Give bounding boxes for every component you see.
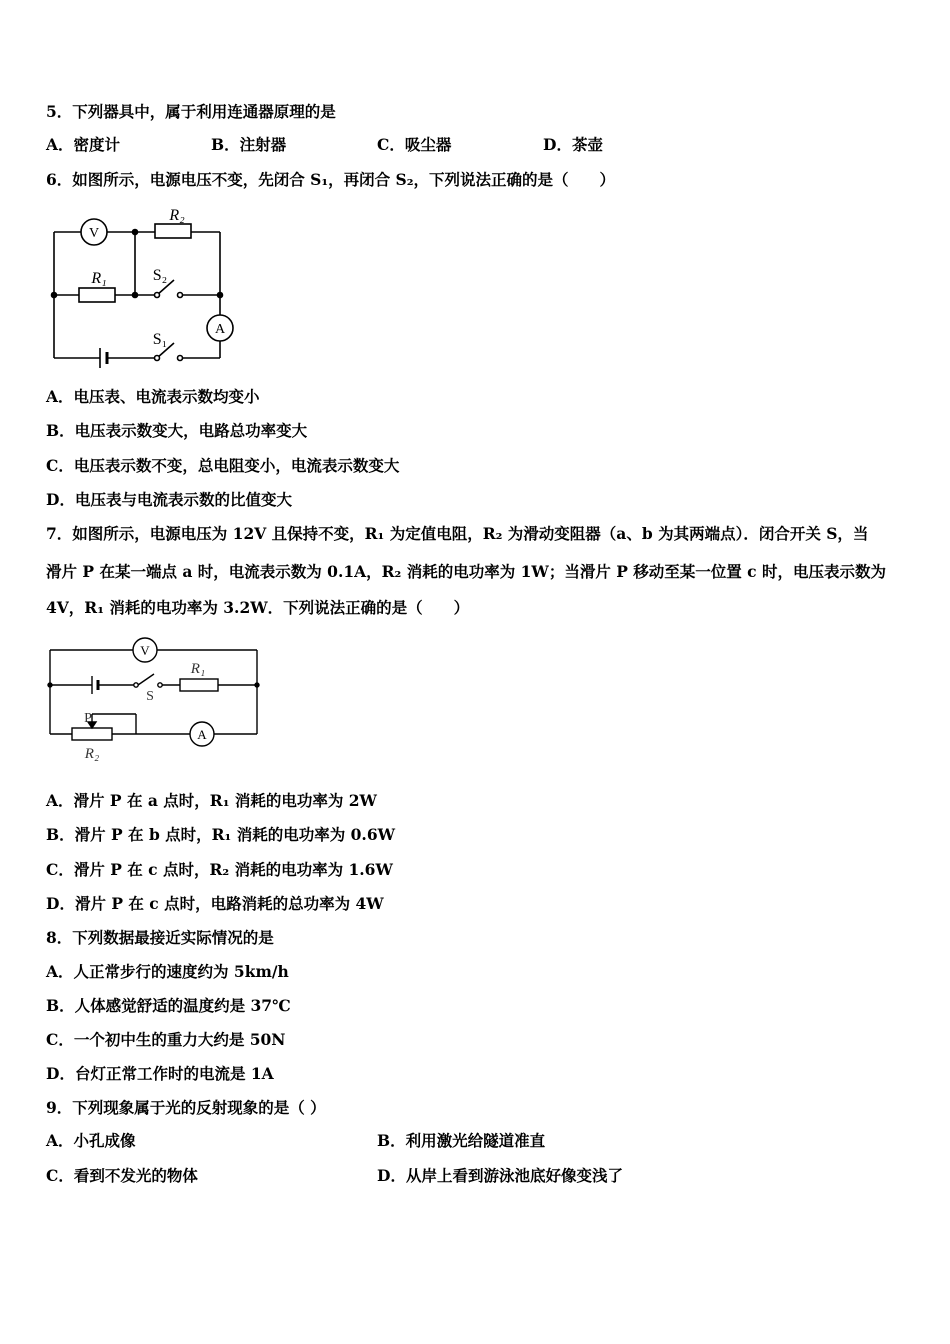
- q6-option-c: C．电压表示数不变，总电阻变小，电流表示数变大: [46, 456, 400, 475]
- q7-option-c: C．滑片 P 在 c 点时，R₂ 消耗的电功率为 1.6W: [46, 860, 393, 879]
- q7-option-b: B．滑片 P 在 b 点时，R₁ 消耗的电功率为 0.6W: [46, 825, 396, 844]
- q7-switch-label: S: [146, 689, 154, 704]
- q6-s2-label: S₂: [152, 267, 168, 284]
- q9-option-d: D．从岸上看到游泳池底好像变浅了: [377, 1166, 623, 1185]
- q5-option-b: B．注射器: [211, 135, 287, 154]
- q6-option-a: A．电压表、电流表示数均变小: [46, 387, 260, 406]
- q7-stem-line-1: 7．如图所示，电源电压为 12V 且保持不变，R₁ 为定值电阻，R₂ 为滑动变阻器（a、b 为其两端点）．闭合开关 S，当: [46, 524, 869, 543]
- q6-stem: 6．如图所示，电源电压不变，先闭合 S₁，再闭合 S₂，下列说法正确的是（ ）: [46, 170, 616, 189]
- q7-option-a: A．滑片 P 在 a 点时，R₁ 消耗的电功率为 2W: [46, 791, 377, 810]
- q6-option-b: B．电压表示数变大，电路总功率变大: [46, 421, 308, 440]
- q7-ammeter-label: A: [197, 727, 207, 742]
- q9-option-a: A．小孔成像: [46, 1131, 136, 1150]
- q6-circuit-diagram: [44, 200, 244, 370]
- q6-r2-label: R₂: [169, 207, 185, 224]
- q7-stem-line-3: 4V，R₁ 消耗的电功率为 3.2W．下列说法正确的是（ ）: [46, 598, 470, 617]
- q7-r1-label: R₁: [190, 661, 206, 677]
- q8-option-c: C．一个初中生的重力大约是 50N: [46, 1030, 286, 1049]
- q5-option-d: D．茶壶: [543, 135, 603, 154]
- q7-r2-label: R₂: [84, 746, 100, 762]
- q8-stem: 8．下列数据最接近实际情况的是: [46, 928, 274, 947]
- q8-option-d: D．台灯正常工作时的电流是 1A: [46, 1064, 274, 1083]
- q6-ammeter-label: A: [214, 322, 226, 337]
- q6-voltmeter-label: V: [88, 226, 100, 241]
- q7-slider-label: P: [84, 711, 92, 726]
- q7-circuit-diagram: [44, 634, 264, 764]
- q6-option-d: D．电压表与电流表示数的比值变大: [46, 490, 292, 509]
- q6-r1-label: R₁: [91, 270, 107, 287]
- q7-option-d: D．滑片 P 在 c 点时，电路消耗的总功率为 4W: [46, 894, 384, 913]
- q9-stem: 9．下列现象属于光的反射现象的是（ ）: [46, 1098, 326, 1117]
- q8-option-a: A．人正常步行的速度约为 5km/h: [46, 962, 289, 981]
- q7-voltmeter-label: V: [140, 643, 150, 658]
- q6-s1-label: S₁: [152, 331, 168, 348]
- q8-option-b: B．人体感觉舒适的温度约是 37℃: [46, 996, 291, 1015]
- q5-stem: 5．下列器具中，属于利用连通器原理的是: [46, 102, 336, 121]
- q5-option-c: C．吸尘器: [377, 135, 452, 154]
- q9-option-c: C．看到不发光的物体: [46, 1166, 198, 1185]
- q7-stem-line-2: 滑片 P 在某一端点 a 时，电流表示数为 0.1A，R₂ 消耗的电功率为 1W；当滑片 P 移动至某一位置 c 时，电压表示数为: [46, 562, 887, 581]
- q9-option-b: B．利用激光给隧道准直: [377, 1131, 546, 1150]
- q5-option-a: A．密度计: [46, 135, 121, 154]
